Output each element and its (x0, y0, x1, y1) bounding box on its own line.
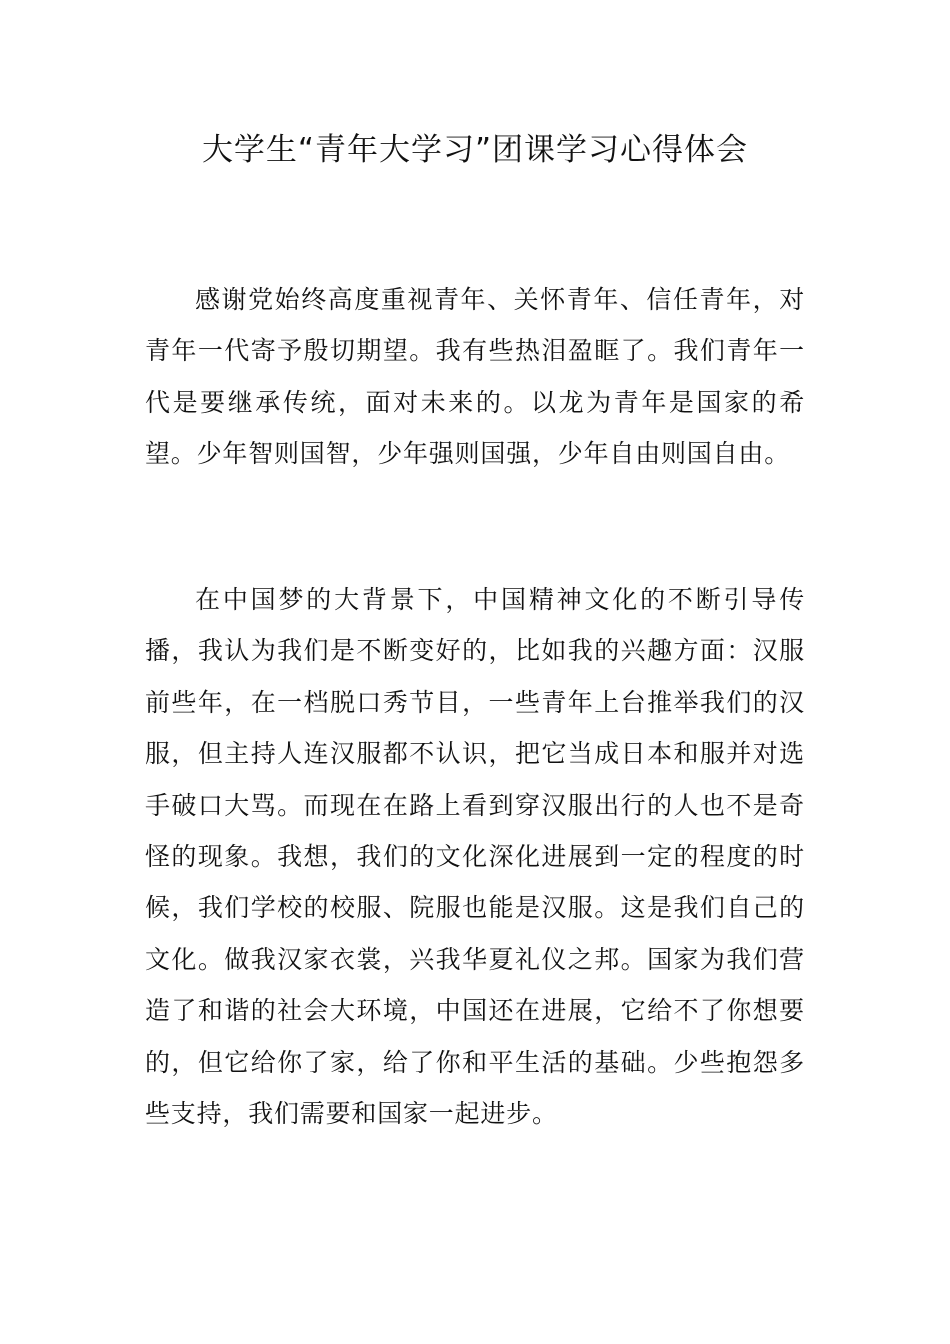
paragraph-1: 感谢党始终高度重视青年、关怀青年、信任青年，对青年一代寄予殷切期望。我有些热泪盈眶了。我们青年一代是要继承传统，面对未来的。以龙为青年是国家的希望。少年智则国智，少年强则国强，少年自由则国自由。 (145, 285, 805, 469)
document-title: 大学生“青年大学习”团课学习心得体会 (201, 132, 749, 168)
paragraph-2: 在中国梦的大背景下，中国精神文化的不断引导传播，我认为我们是不断变好的，比如我的兴趣方面：汉服前些年，在一档脱口秀节目，一些青年上台推举我们的汉服，但主持人连汉服都不认识，把它当成日本和服并对选手破口大骂。而现在在路上看到穿汉服出行的人也不是奇怪的现象。我想，我们的文化深化进展到一定的程度的时候，我们学校的校服、院服也能是汉服。这是我们自己的文化。做我汉家衣裳，兴我华夏礼仪之邦。国家为我们营造了和谐的社会大环境，中国还在进展，它给不了你想要的，但它给你了家，给了你和平生活的基础。少些抱怨多些支持，我们需要和国家一起进步。 (145, 585, 805, 1129)
